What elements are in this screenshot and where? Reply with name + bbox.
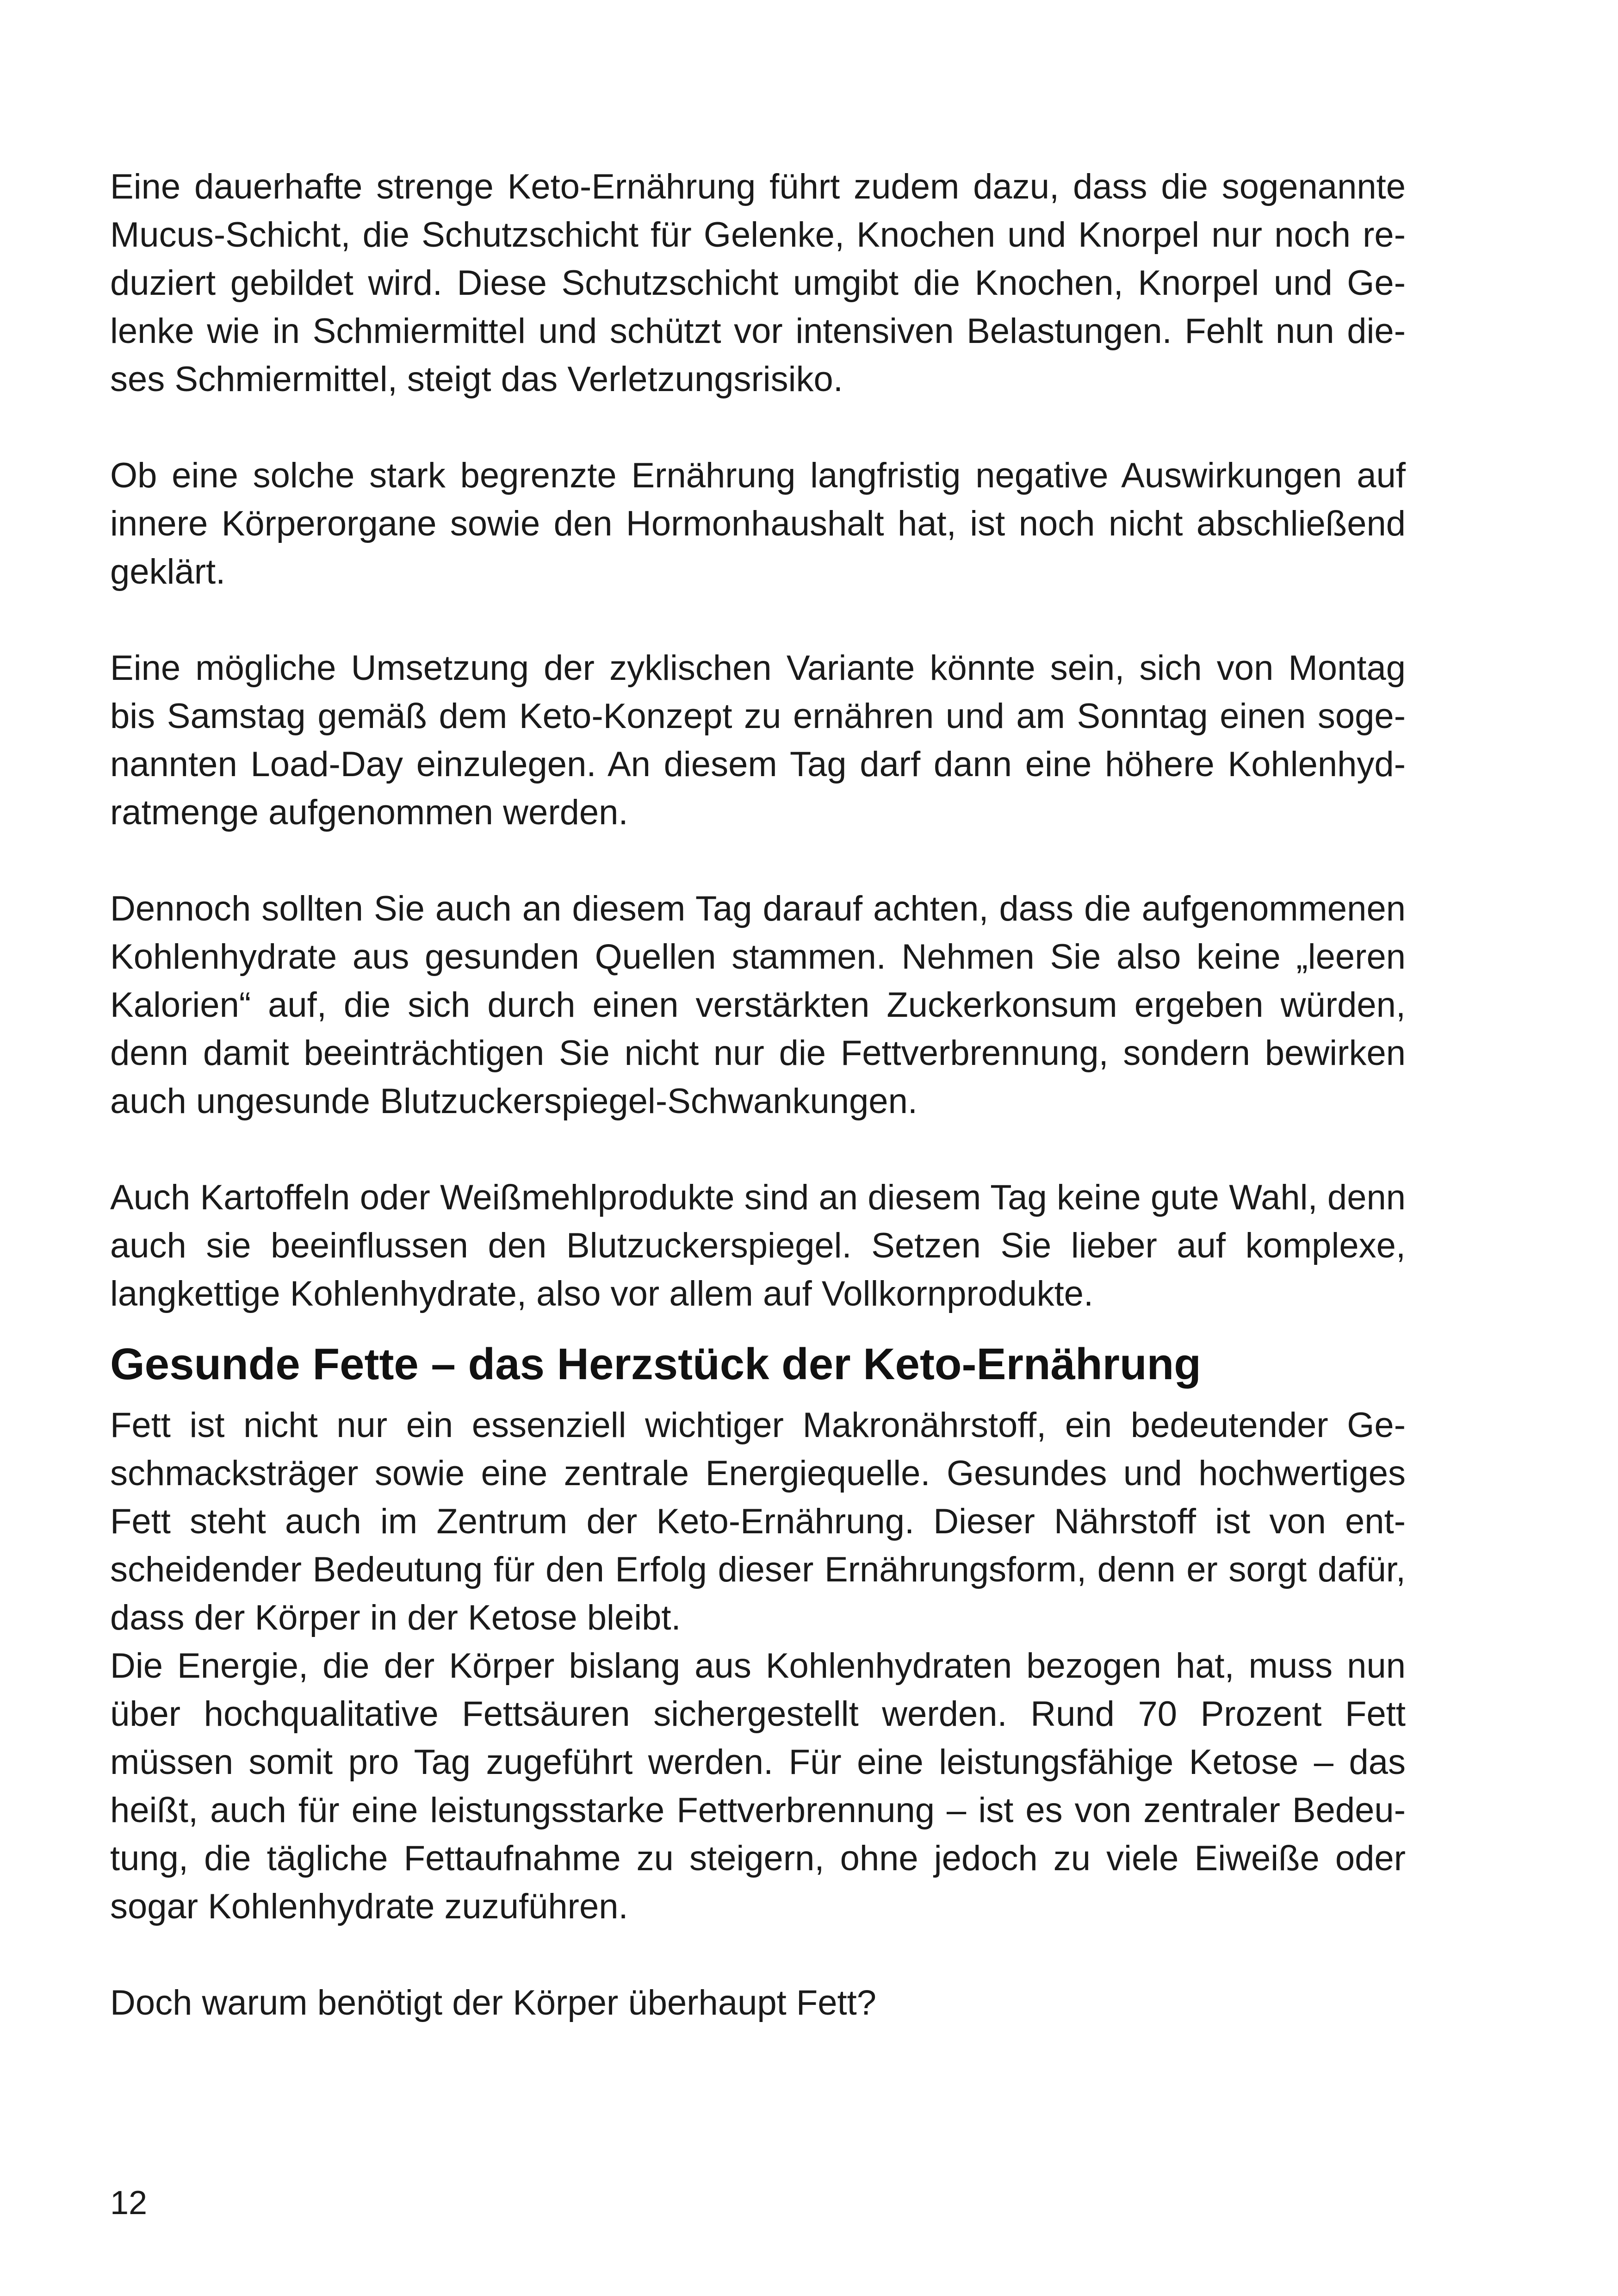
page-number: 12: [110, 2184, 148, 2221]
paragraph-cyclic-variant: Eine mögliche Umsetzung der zyklischen Variante könnte sein, sich von Montag bis Samstag gemäß dem Keto-Konzept zu ernähren und am Sonntag einen sogenannten Load-Day einzulegen. An diesem Tag darf dann eine höhere Kohlenhydratmenge aufgenommen werden.: [110, 648, 1406, 832]
paragraph-healthy-sources: Dennoch sollten Sie auch an diesem Tag darauf achten, dass die aufgenommenen Kohlenhydrate aus gesunden Quellen stammen. Nehmen Sie also keine „leeren Kalorien“ auf, die sich durch einen verstärkten Zuckerkonsum ergeben würden, denn damit beeinträchtigen Sie nicht nur die Fettverbrennung, sondern bewirken auch ungesunde Blutzuckerspiegel-Schwankungen.: [110, 889, 1406, 1121]
paragraph-long-term-effects: Ob eine solche stark begrenzte Ernährung langfristig negative Auswirkungen auf innere Körperorgane sowie den Hormonhaushalt hat, ist noch nicht abschließend geklärt.: [110, 456, 1406, 591]
paragraph-why-fat-question: Doch warum benötigt der Körper überhaupt Fett?: [110, 1983, 877, 2022]
section-heading: Gesunde Fette – das Herzstück der Keto-Ernährung: [110, 1339, 1201, 1389]
page-body: [110, 163, 1406, 2075]
paragraph-fat-nutrient: Fett ist nicht nur ein essenziell wichtiger Makronährstoff, ein bedeutender Geschmacksträger sowie eine zentrale Energiequelle. Gesundes und hochwertiges Fett steht auch im Zentrum der Keto-Ernährung. Dieser Nährstoff ist von entscheidender Bedeutung für den Erfolg dieser Ernährungsform, denn er sorgt dafür, dass der Körper in der Ketose bleibt.: [110, 1406, 1406, 1637]
paragraph-energy-from-fat: Die Energie, die der Körper bislang aus Kohlenhydraten bezogen hat, muss nun über hochqualitative Fettsäuren sichergestellt werden. Rund 70 Prozent Fett müssen somit pro Tag zugeführt werden. Für eine leistungsfähige Ketose – das heißt, auch für eine leistungsstarke Fettverbrennung – ist es von zentraler Bedeutung, die tägliche Fettaufnahme zu steigern, ohne jedoch zu viele Eiweiße oder sogar Kohlenhydrate zuzuführen.: [110, 1646, 1406, 1926]
paragraph-mucus-layer: Eine dauerhafte strenge Keto-Ernährung führt zudem dazu, dass die sogenannte Mucus-Schicht, die Schutzschicht für Gelenke, Knochen und Knorpel nur noch reduziert gebildet wird. Diese Schutzschicht umgibt die Knochen, Knorpel und Gelenke wie in Schmiermittel und schützt vor intensiven Belastungen. Fehlt nun dieses Schmiermittel, steigt das Verletzungsrisiko.: [110, 167, 1406, 399]
paragraph-potatoes-flour: Auch Kartoffeln oder Weißmehlprodukte sind an diesem Tag keine gute Wahl, denn auch sie beeinflussen den Blutzuckerspiegel. Setzen Sie lieber auf komplexe, langkettige Kohlenhydrate, also vor allem auf Vollkornprodukte.: [110, 1178, 1406, 1313]
